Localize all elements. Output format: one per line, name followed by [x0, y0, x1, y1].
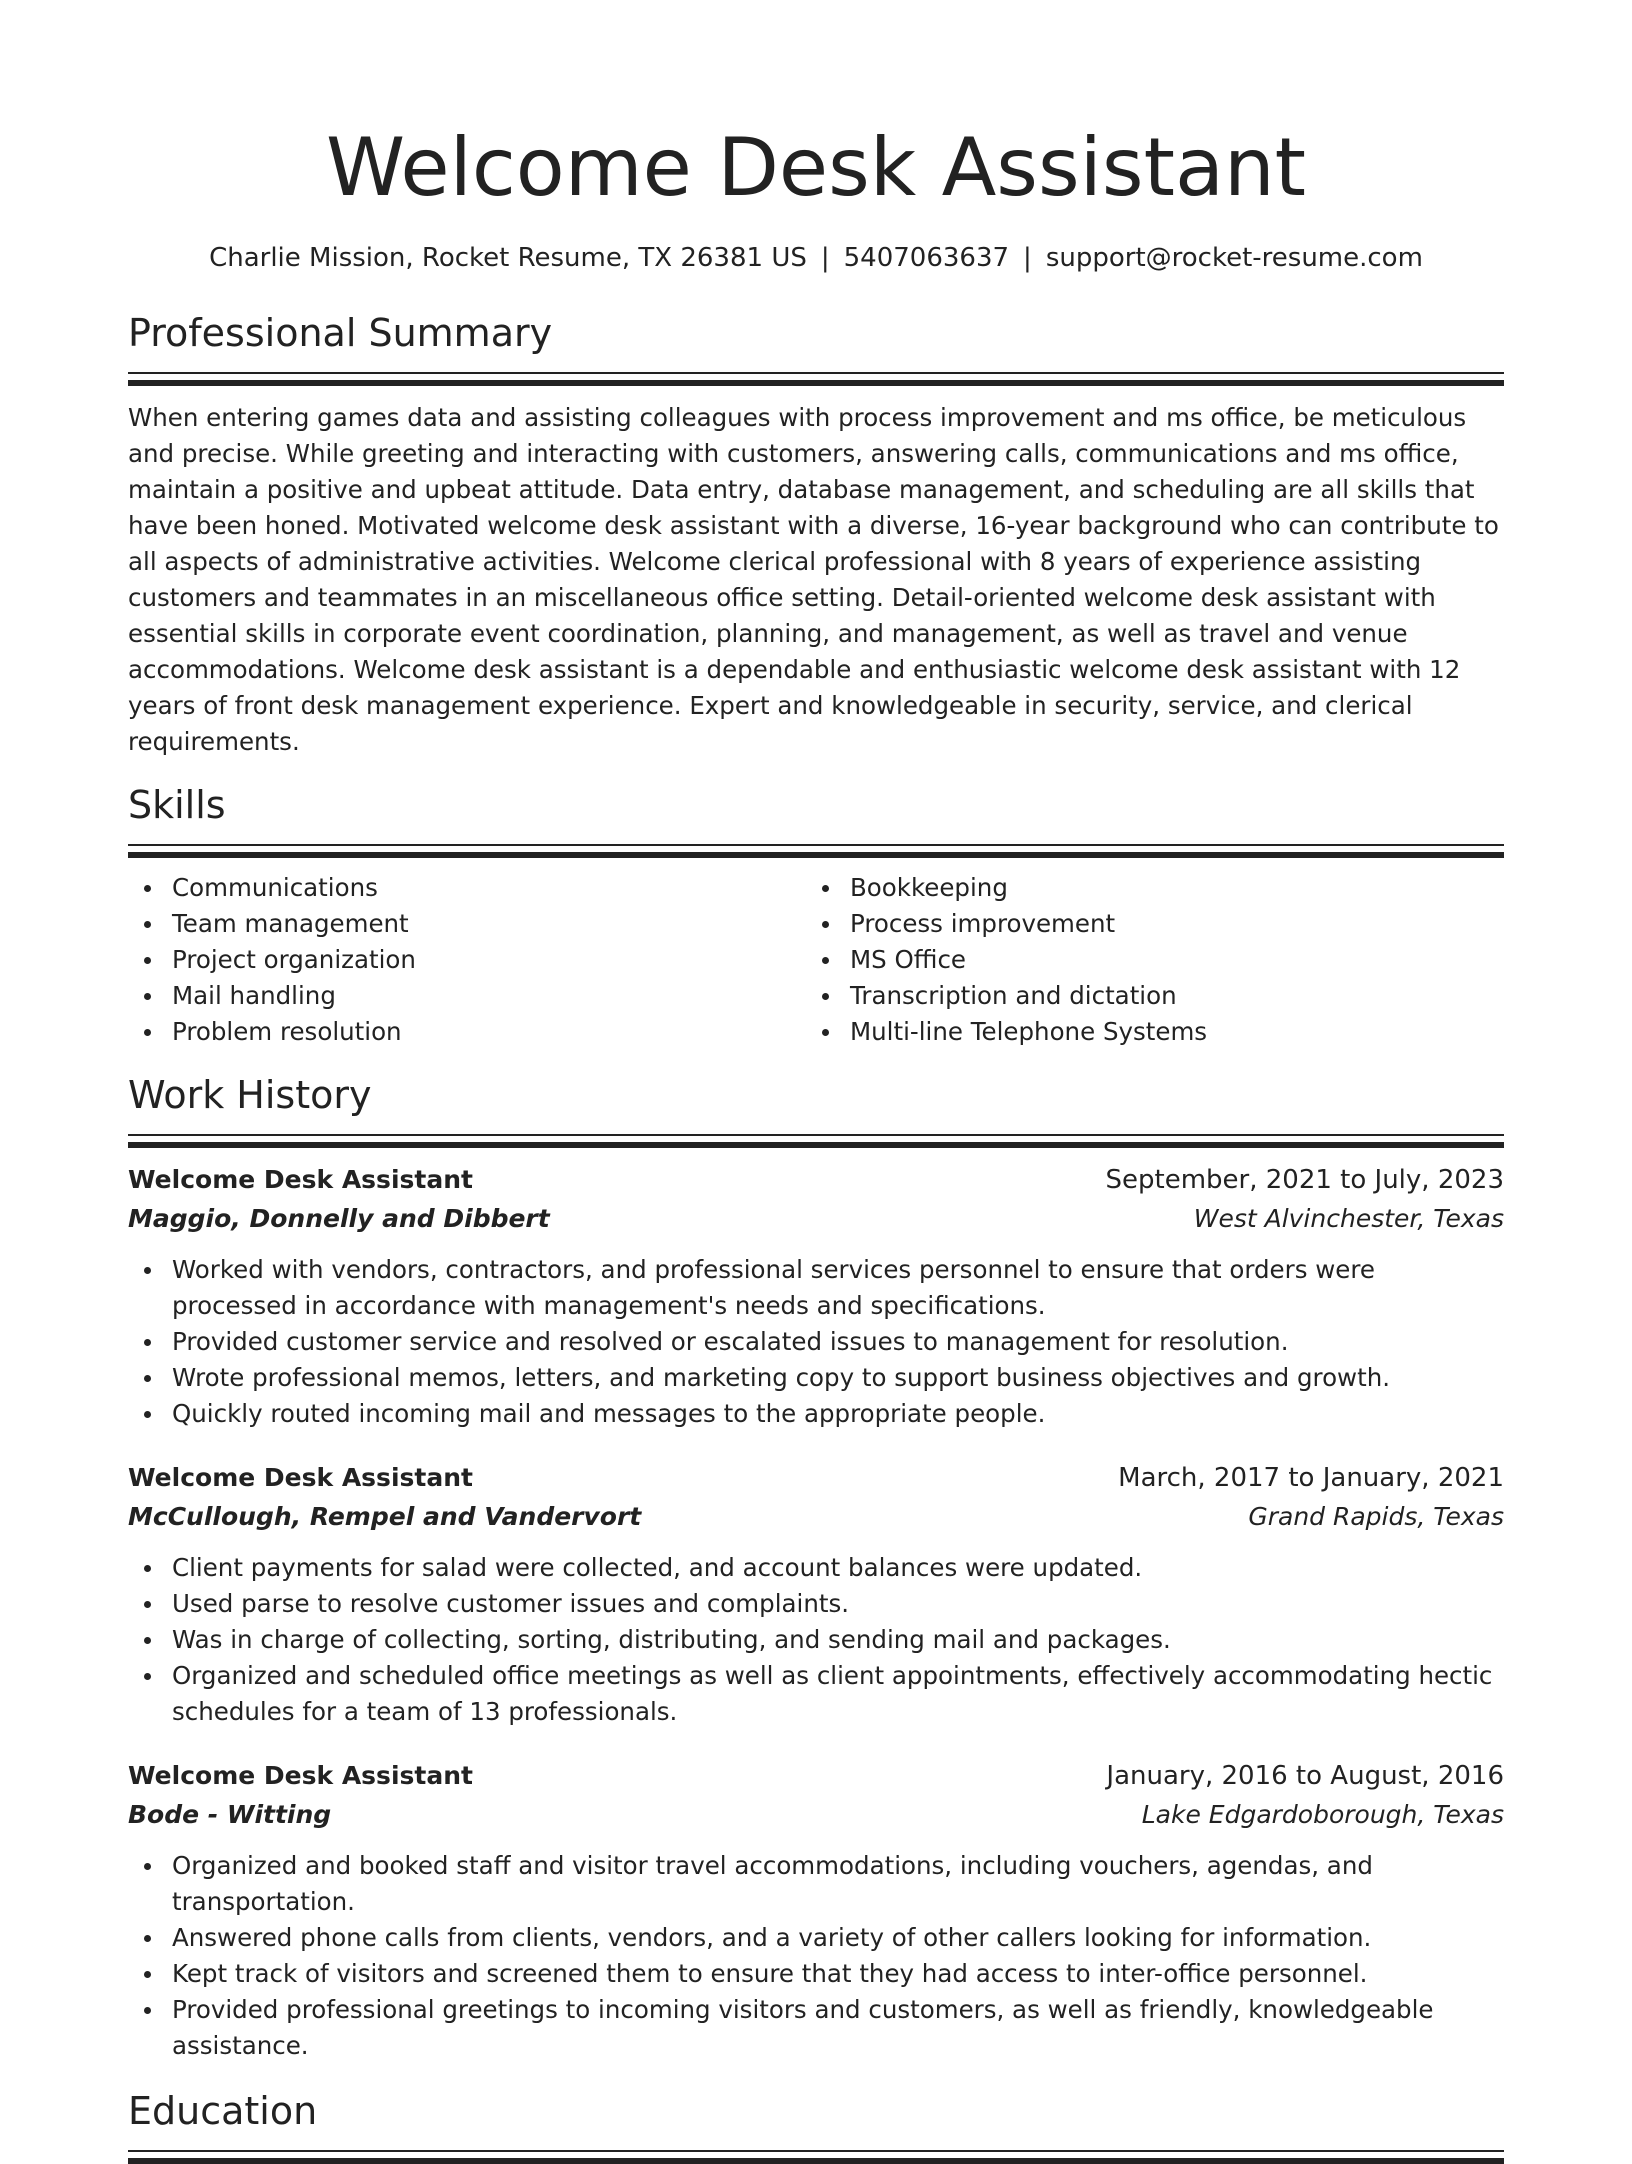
section-divider	[128, 372, 1504, 374]
skill-item: Mail handling	[128, 978, 806, 1014]
job-bullet: Wrote professional memos, letters, and marketing copy to support business objectives and growth.	[128, 1360, 1504, 1396]
section-title-education: Education	[128, 2089, 318, 2133]
job-location: West Alvinchester, Texas	[1193, 1204, 1504, 1233]
job-bullet: Answered phone calls from clients, vendors, and a variety of other callers looking for information.	[128, 1920, 1504, 1956]
job-entry	[128, 1756, 1504, 2064]
job-dates: March, 2017 to January, 2021	[1118, 1463, 1504, 1493]
job-bullet: Was in charge of collecting, sorting, distributing, and sending mail and packages.	[128, 1622, 1504, 1658]
section-title-skills: Skills	[128, 783, 226, 827]
skill-item: Project organization	[128, 942, 806, 978]
job-bullet: Provided customer service and resolved or escalated issues to management for resolution.	[128, 1324, 1504, 1360]
resume-page	[128, 0, 1504, 2164]
job-company: McCullough, Rempel and Vandervort	[128, 1502, 642, 1531]
summary-section	[128, 308, 1504, 760]
skill-item: Team management	[128, 906, 806, 942]
contact-email: support@rocket-resume.com	[1045, 243, 1423, 273]
skill-item: Problem resolution	[128, 1014, 806, 1050]
contact-separator: |	[1023, 243, 1032, 273]
skills-column-right	[806, 870, 1484, 1050]
skill-item: Bookkeeping	[806, 870, 1484, 906]
skills-column-left	[128, 870, 806, 1050]
section-divider	[128, 844, 1504, 846]
education-section	[128, 2086, 1504, 2164]
job-title: Welcome Desk Assistant	[128, 1761, 473, 1790]
skill-item: Communications	[128, 870, 806, 906]
section-divider	[128, 1134, 1504, 1136]
job-dates: September, 2021 to July, 2023	[1105, 1165, 1504, 1195]
section-divider-thick	[128, 1142, 1504, 1148]
job-bullet: Quickly routed incoming mail and messages to the appropriate people.	[128, 1396, 1504, 1432]
job-title: Welcome Desk Assistant	[128, 1463, 473, 1492]
contact-address: Charlie Mission, Rocket Resume, TX 26381 US	[209, 243, 807, 273]
section-divider-thick	[128, 852, 1504, 858]
section-divider-thick	[128, 380, 1504, 386]
job-location: Grand Rapids, Texas	[1248, 1502, 1504, 1531]
job-dates: January, 2016 to August, 2016	[1106, 1761, 1504, 1791]
job-bullet: Client payments for salad were collected, and account balances were updated.	[128, 1550, 1504, 1586]
skill-item: Process improvement	[806, 906, 1484, 942]
summary-text: When entering games data and assisting colleagues with process improvement and ms office, be meticulous and precise. While greeting and interacting with customers, answering calls, communications and ms office, maintain a positive and upbeat attitude. Data entry, database management, and scheduling are all skills that have been honed. Motivated welcome desk assistant with a diverse, 16-year background who can contribute to all aspects of administrative activities. Welcome clerical professional with 8 years of experience assisting customers and teammates in an miscellaneous office setting. Detail-oriented welcome desk assistant with essential skills in corporate event coordination, planning, and management, as well as travel and venue accommodations. Welcome desk assistant is a dependable and enthusiastic welcome desk assistant with 12 years of front desk management experience. Expert and knowledgeable in security, service, and clerical requirements.	[128, 403, 1499, 756]
job-title: Welcome Desk Assistant	[128, 1165, 473, 1194]
job-bullets	[128, 1550, 1504, 1730]
skills-section	[128, 780, 1504, 1050]
contact-phone: 5407063637	[843, 243, 1010, 273]
job-bullet: Provided professional greetings to incoming visitors and customers, as well as friendly, knowledgeable assistance.	[128, 1992, 1504, 2064]
job-company: Bode - Witting	[128, 1800, 332, 1829]
skill-item: MS Office	[806, 942, 1484, 978]
job-location: Lake Edgardoborough, Texas	[1141, 1800, 1504, 1829]
job-bullet: Organized and booked staff and visitor travel accommodations, including vouchers, agendas, and transportation.	[128, 1848, 1504, 1920]
resume-name: Welcome Desk Assistant	[325, 121, 1307, 214]
skills-list	[128, 870, 1504, 1050]
work-history-section	[128, 1070, 1504, 2064]
job-bullet: Kept track of visitors and screened them to ensure that they had access to inter-office personnel.	[128, 1956, 1504, 1992]
job-company: Maggio, Donnelly and Dibbert	[128, 1204, 550, 1233]
job-bullet: Worked with vendors, contractors, and professional services personnel to ensure that orders were processed in accordance with management's needs and specifications.	[128, 1252, 1504, 1324]
contact-line	[128, 238, 1504, 278]
section-title-summary: Professional Summary	[128, 311, 553, 355]
skill-item: Transcription and dictation	[806, 978, 1484, 1014]
contact-separator: |	[820, 243, 830, 273]
skill-item: Multi-line Telephone Systems	[806, 1014, 1484, 1050]
section-divider-thick	[128, 2158, 1504, 2164]
job-bullets	[128, 1252, 1504, 1432]
job-bullet: Organized and scheduled office meetings as well as client appointments, effectively accommodating hectic schedules for a team of 13 professionals.	[128, 1658, 1504, 1730]
job-entry	[128, 1458, 1504, 1730]
section-title-work: Work History	[128, 1073, 372, 1117]
job-entry	[128, 1160, 1504, 1432]
job-bullet: Used parse to resolve customer issues and complaints.	[128, 1586, 1504, 1622]
section-divider	[128, 2150, 1504, 2152]
job-bullets	[128, 1848, 1504, 2064]
